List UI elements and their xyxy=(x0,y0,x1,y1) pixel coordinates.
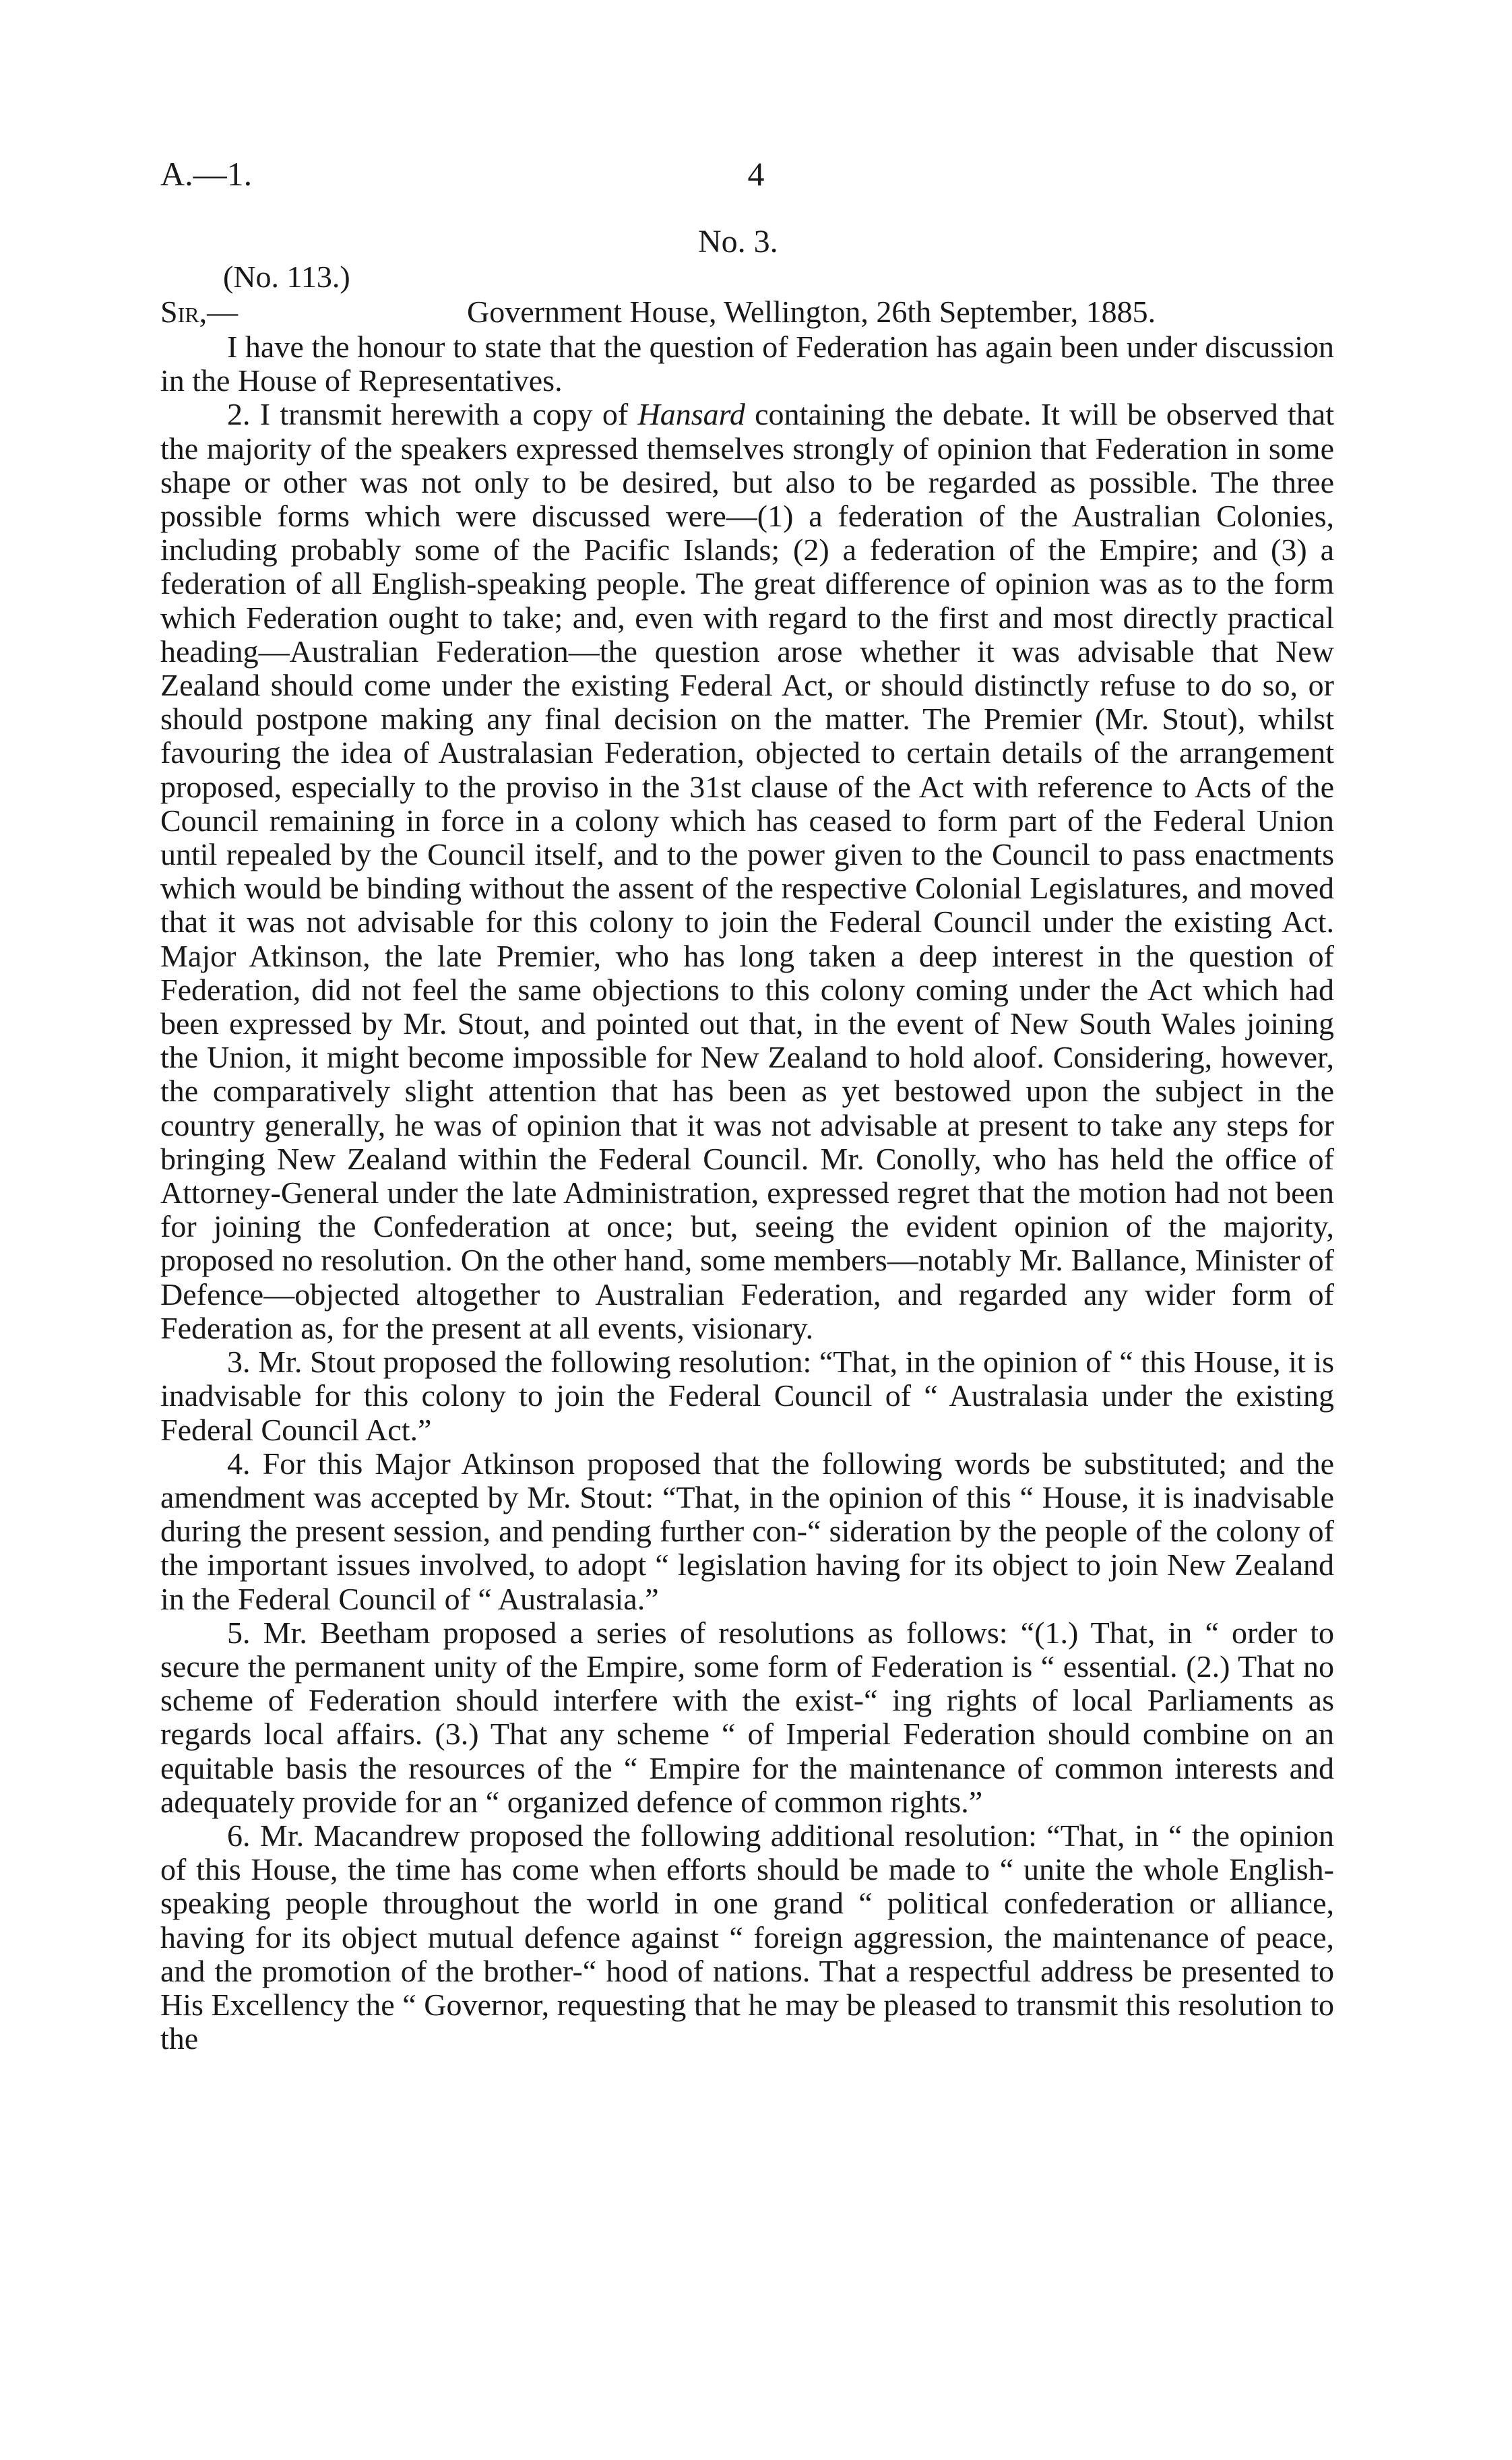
paragraph-2-lead: 2. I transmit herewith a copy of xyxy=(227,397,638,432)
paragraph-2-body: containing the debate. It will be observed that the majority of the speakers expressed themselves strongly of opinion that Federation in some shape or other was not only to be desired, but also to be regarded as possible. The three possible forms which were discussed were—(1) a federation of the Australian Colonies, including probably some of the Pacific Islands; (2) a federation of the Empire; and (3) a federation of all English-speaking people. The great difference of opinion was as to the form which Federation ought to take; and, even with regard to the first and most directly practical heading—Australian Federation—the question arose whether it was advisable that New Zealand should come under the existing Federal Act, or should distinctly refuse to do so, or should postpone making any final decision on the matter. The Premier (Mr. Stout), whilst favouring the idea of Australasian Federation, objected to certain details of the arrangement proposed, especially to the proviso in the 31st clause of the Act with reference to Acts of the Council remaining in force in a colony which has ceased to form part of the Federal Union until repealed by the Council itself, and to the power given to the Council to pass enactments which would be binding without the assent of the respective Colonial Legislatures, and moved that it was not advisable for this colony to join the Federal Council under the existing Act. Major Atkinson, the late Premier, who has long taken a deep interest in the question of Federation, did not feel the same objections to this colony coming under the Act which had been expressed by Mr. Stout, and pointed out that, in the event of New South Wales joining the Union, it might become impossible for New Zealand to hold aloof. Considering, however, the comparatively slight attention that has been as yet bestowed upon the subject in the country generally, he was of opinion that it was not advisable at present to take any steps for bringing New Zealand within the Federal Council. Mr. Conolly, who has held the office of Attorney-General under the late Administration, expressed regret that the motion had not been for joining the Confederation at once; but, seeing the evident opinion of the majority, proposed no resolution. On the other hand, some members—notably Mr. Ballance, Minister of Defence—objected altogether to Australian Federation, and regarded any wider form of Federation as, for the present at all events, visionary. xyxy=(160,397,1334,1345)
letter-number: (No. 113.) xyxy=(223,259,350,294)
letter-body xyxy=(160,330,1334,2056)
hansard-title: Hansard xyxy=(637,397,745,432)
document-number: No. 3. xyxy=(698,224,778,259)
document-reference: A.—1. xyxy=(160,155,253,193)
paragraph-6: 6. Mr. Macandrew proposed the following additional resolution: “That, in “ the opinion of this House, the time has come when efforts should be made to “ unite the whole English-speaking people throughout the world in one grand “ political confederation or alliance, having for its object mutual defence against “ foreign aggression, the maintenance of peace, and the promotion of the brother-“ hood of nations. That a respectful address be presented to His Excellency the “ Governor, requesting that he may be pleased to transmit this resolution to the xyxy=(160,1818,1334,2056)
paragraph-3: 3. Mr. Stout proposed the following resolution: “That, in the opinion of “ this House, it is inadvisable for this colony to join the Federal Council of “ Australasia under the existing Federal Council Act.” xyxy=(160,1345,1334,1447)
salutation: Sir,— xyxy=(160,295,239,329)
salutation-line xyxy=(160,295,1334,330)
paragraph-2 xyxy=(160,398,1334,1345)
page-number: 4 xyxy=(747,155,765,193)
paragraph-5: 5. Mr. Beetham proposed a series of resolutions as follows: “(1.) That, in “ order to secure the permanent unity of the Empire, some form of Federation is “ essential. (2.) That no scheme of Federation should interfere with the exist-“ ing rights of local Parliaments as regards local affairs. (3.) That any scheme “ of Imperial Federation should combine on an equitable basis the resources of the “ Empire for the maintenance of common interests and adequately provide for an “ organized defence of common rights.” xyxy=(160,1615,1334,1819)
dateline: Government House, Wellington, 26th September, 1885. xyxy=(467,295,1156,329)
paragraph-1: I have the honour to state that the question of Federation has again been under discussion in the House of Representatives. xyxy=(160,330,1334,398)
paragraph-4: 4. For this Major Atkinson proposed that the following words be substituted; and the amendment was accepted by Mr. Stout: “That, in the opinion of this “ House, it is inadvisable during the present session, and pending further con-“ sideration by the people of the colony of the important issues involved, to adopt “ legislation having for its object to join New Zealand in the Federal Council of “ Australasia.” xyxy=(160,1446,1334,1616)
